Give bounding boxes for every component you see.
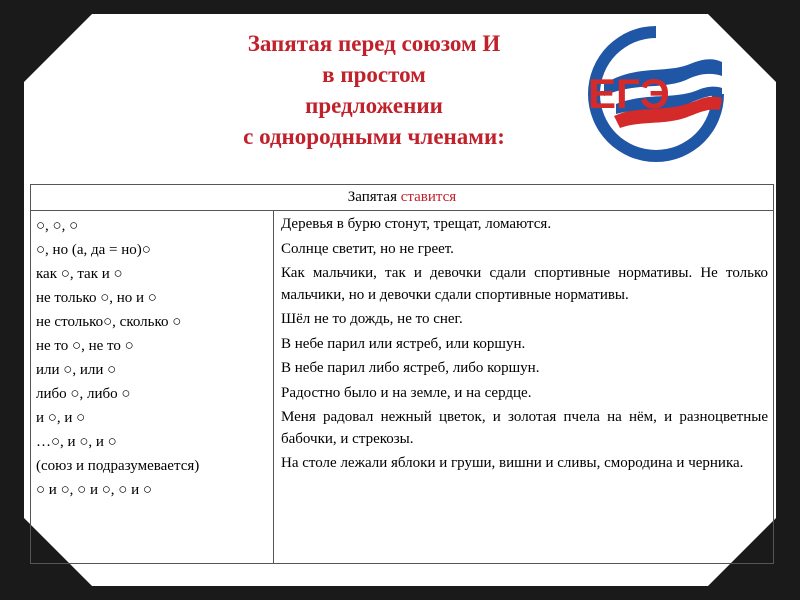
example-item: На столе лежали яблоки и груши, вишни и сливы, смородина и черника. (281, 455, 744, 471)
example-item: Шёл не то дождь, не то снег. (281, 311, 463, 327)
title-line-3: предложении (305, 93, 443, 118)
table-header (31, 185, 773, 211)
pattern-item: не столько○, сколько ○ (36, 314, 182, 330)
patterns-column (31, 211, 274, 564)
title-line-2: в простом (322, 62, 426, 87)
pattern-item: не то ○, не то ○ (36, 338, 134, 354)
example-item: Меня радовал нежный цветок, и золотая пчела на нём, и разноцветные бабочки, и стрекозы. (281, 409, 768, 447)
pattern-item: как ○, так и ○ (36, 266, 123, 282)
rules-table (30, 184, 774, 564)
table-body (31, 211, 773, 564)
slide-title (174, 28, 574, 152)
example-item: Как мальчики, так и девочки сдали спортивные нормативы. Не только мальчики, но и девочки сдали спортивные нормативы. (281, 265, 768, 303)
example-item: Солнце светит, но не греет. (281, 240, 454, 257)
pattern-item: …○, и ○, и ○ (36, 434, 117, 450)
ege-logo (586, 24, 726, 164)
pattern-item: или ○, или ○ (36, 362, 117, 378)
example-item: Деревья в бурю стонут, трещат, ломаются. (281, 216, 552, 232)
table-header-highlight: ставится (400, 189, 457, 205)
pattern-item: ○ и ○, ○ и ○, ○ и ○ (36, 482, 152, 498)
pattern-item: и ○, и ○ (36, 410, 86, 426)
example-item: В небе парил или ястреб, или коршун. (281, 335, 526, 352)
pattern-item: ○, ○, ○ (36, 218, 79, 234)
pattern-item: ○, но (а, да = но)○ (36, 242, 151, 258)
title-line-1: Запятая перед союзом И (247, 31, 501, 56)
example-item: В небе парил либо ястреб, либо коршун. (281, 360, 540, 376)
table-header-prefix: Запятая (347, 189, 401, 205)
pattern-item: либо ○, либо ○ (36, 386, 131, 402)
example-item: Радостно было и на земле, и на сердце. (281, 384, 532, 401)
title-line-4: с однородными членами: (243, 124, 505, 149)
logo-text: ЕГЭ (588, 70, 670, 117)
pattern-item: (союз и подразумевается) (36, 458, 200, 474)
examples-column (274, 211, 773, 564)
pattern-item: не только ○, но и ○ (36, 290, 157, 306)
